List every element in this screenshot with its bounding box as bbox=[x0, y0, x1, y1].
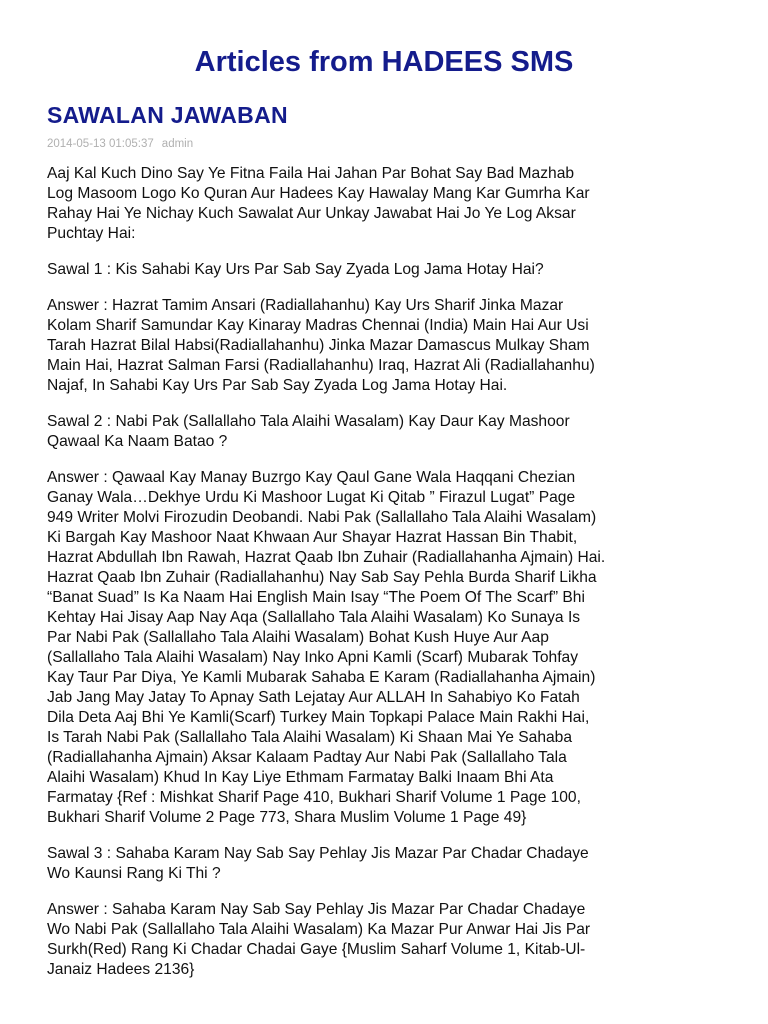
article-date: 2014-05-13 01:05:37 bbox=[47, 138, 154, 150]
answer-3: Answer : Sahaba Karam Nay Sab Say Pehlay Jis Mazar Par Chadar Chadaye Wo Nabi Pak (Sallallaho Tala Alaihi Wasalam) Ka Mazar Pur Anwar Hai Jis Par Surkh(Red) Rang Ki Chadar Chadai Gaye {Muslim Saharf Volume 1, Kitab-Ul- Janaiz Hadees 2136} bbox=[47, 901, 591, 978]
intro-paragraph: Aaj Kal Kuch Dino Say Ye Fitna Faila Hai Jahan Par Bohat Say Bad Mazhab Log Masoom Logo Ko Quran Aur Hadees Kay Hawalay Mang Kar Gumrha Kar Rahay Hai Ye Nichay Kuch Sawalat Aur Unkay Jawabat Hai Jo Ye Log Aksar Puchtay Hai: bbox=[47, 165, 590, 242]
question-1: Sawal 1 : Kis Sahabi Kay Urs Par Sab Say Zyada Log Jama Hotay Hai? bbox=[47, 261, 544, 278]
question-2: Sawal 2 : Nabi Pak (Sallallaho Tala Alaihi Wasalam) Kay Daur Kay Mashoor Qawaal Ka Naam Batao ? bbox=[47, 413, 570, 450]
article-body bbox=[47, 164, 727, 996]
answer-2: Answer : Qawaal Kay Manay Buzrgo Kay Qaul Gane Wala Haqqani Chezian Ganay Wala…Dekhye Urdu Ki Mashoor Lugat Ki Qitab ” Firazul Lugat” Page 949 Writer Molvi Firozudin Deobandi. Nabi Pak (Sallallaho Tala Alaihi Wasalam) Ki Bargah Kay Mashoor Naat Khwaan Aur Shayar Hazrat Hassan Bin Thabit, Hazrat Abdullah Ibn Rawah, Hazrat Qaab Ibn Zuhair (Radiallahanha Ajmain) Hai. Hazrat Qaab Ibn Zuhair (Radiallahanhu) Nay Sab Say Pehla Burda Sharif Likha “Banat Suad” Is Ka Naam Hai English Main Isay “The Poem Of The Scarf” Bhi Kehtay Hai Jisay Aap Nay Aqa (Sallallaho Tala Alaihi Wasalam) Ko Sunaya Is Par Nabi Pak (Sallallaho Tala Alaihi Wasalam) Bohat Kush Huye Aur Aap (Sallallaho Tala Alaihi Wasalam) Nay Inko Apni Kamli (Scarf) Mubarak Tohfay Kay Taur Par Diya, Ye Kamli Mubarak Sahaba E Karam (Radiallahanha Ajmain) Jab Jang May Jatay To Apnay Sath Lejatay Aur ALLAH In Sahabiyo Ko Fatah Dila Deta Aaj Bhi Ye Kamli(Scarf) Turkey Main Topkapi Palace Main Rakhi Hai, Is Tarah Nabi Pak (Sallallaho Tala Alaihi Wasalam) Ki Shaan Mai Ye Sahaba (Radiallahanha Ajmain) Aksar Kalaam Padtay Aur Nabi Pak (Sallallaho Tala Alaihi Wasalam) Khud In Kay Liye Ethmam Farmatay Balki Inaam Bhi Ata Farmatay {Ref : Mishkat Sharif Page 410, Bukhari Sharif Volume 1 Page 100, Bukhari Sharif Volume 2 Page 773, Shara Muslim Volume 1 Page 49} bbox=[47, 469, 606, 826]
article-meta bbox=[47, 137, 193, 151]
question-3: Sawal 3 : Sahaba Karam Nay Sab Say Pehlay Jis Mazar Par Chadar Chadaye Wo Kaunsi Rang Ki Thi ? bbox=[47, 845, 589, 882]
answer-1: Answer : Hazrat Tamim Ansari (Radiallahanhu) Kay Urs Sharif Jinka Mazar Kolam Sharif Samundar Kay Kinaray Madras Chennai (India) Main Hai Aur Usi Tarah Hazrat Bilal Habsi(Radiallahanhu) Jinka Mazar Damascus Mulkay Sham Main Hai, Hazrat Salman Farsi (Radiallahanhu) Iraq, Hazrat Ali (Radiallahanhu) Najaf, In Sahabi Kay Urs Par Sab Say Zyada Log Jama Hotay Hai. bbox=[47, 297, 595, 394]
site-title: Articles from HADEES SMS bbox=[194, 46, 574, 78]
article-title: SAWALAN JAWABAN bbox=[47, 102, 288, 128]
article-author: admin bbox=[161, 138, 194, 150]
